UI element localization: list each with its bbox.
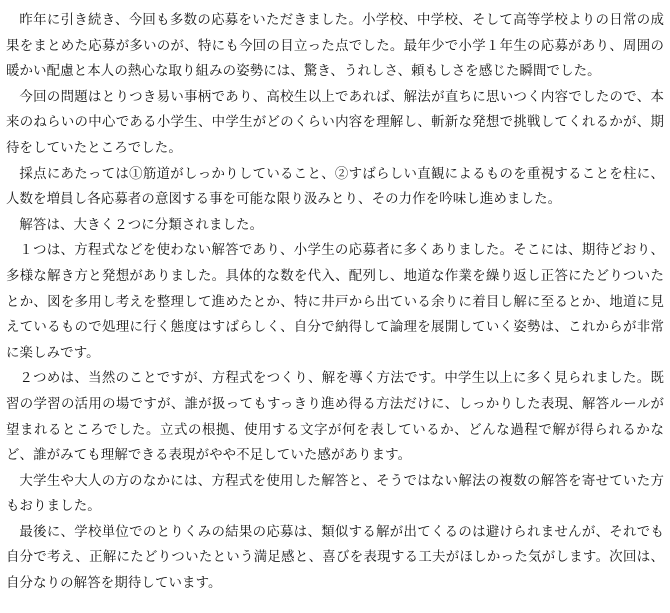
- paragraph-intro: 昨年に引き続き、今回も多数の応募をいただきました。小学校、中学校、そして高等学校よりの日常の成果をまとめた応募が多いのが、特にも今回の目立った点でした。最年少で小学１年生の応募があり、周囲の暖かい配慮と本人の熱心な取り組みの姿勢には、驚き、うれしさ、頼もしさを感じた瞬間でした。: [6, 13, 664, 80]
- paragraph-second-type: ２つめは、当然のことですが、方程式をつくり、解を導く方法です。中学生以上に多く見られました。既習の学習の活用の場ですが、誰が扱ってもすっきり進め得る方法だけに、しっかりした表現、解答ルールが望まれるところでした。立式の根拠、使用する文字が何を表しているか、どんな過程で解が得られるかなど、誰がみても理解できる表現がやや不足していた感があります。: [6, 371, 664, 464]
- paragraph-closing: 最後に、学校単位でのとりくみの結果の応募は、類似する解が出てくるのは避けられませんが、それでも自分で考え、正解にたどりついたという満足感と、喜びを表現する工夫がほしかった気がします。次回は、自分なりの解答を期待しています。: [6, 524, 664, 592]
- paragraph-first-type: １つは、方程式などを使わない解答であり、小学生の応募者に多くありました。そこには、期待どおり、多様な解き方と発想がありました。具体的な数を代入、配列し、地道な作業を繰り返し正答にたどりついたとか、図を多用し考えを整理して進めたとか、特に井戸から出ている余りに着目し解に至るとか、地道に見えているもので処理に行く態度はすばらしく、自分で納得して論理を展開していく姿勢は、これからが非常に楽しみです。: [6, 243, 664, 361]
- paragraph-adults: 大学生や大人の方のなかには、方程式を使用した解答と、そうではない解法の複数の解答を寄せていた方もおりました。: [6, 473, 664, 515]
- paragraph-problem: 今回の問題はとりつき易い事柄であり、高校生以上であれば、解法が直ちに思いつく内容でしたので、本来のねらいの中心である小学生、中学生がどのくらい内容を理解し、斬新な発想で挑戦してくれるかが、期待をしていたところでした。: [6, 89, 664, 156]
- paragraph-grading: 採点にあたっては①筋道がしっかりしていること、②すばらしい直観によるものを重視することを柱に、人数を増員し各応募者の意図する事を可能な限り汲みとり、その力作を吟味し進めました。: [6, 166, 664, 208]
- paragraph-classification: 解答は、大きく２つに分類されました。: [19, 217, 264, 233]
